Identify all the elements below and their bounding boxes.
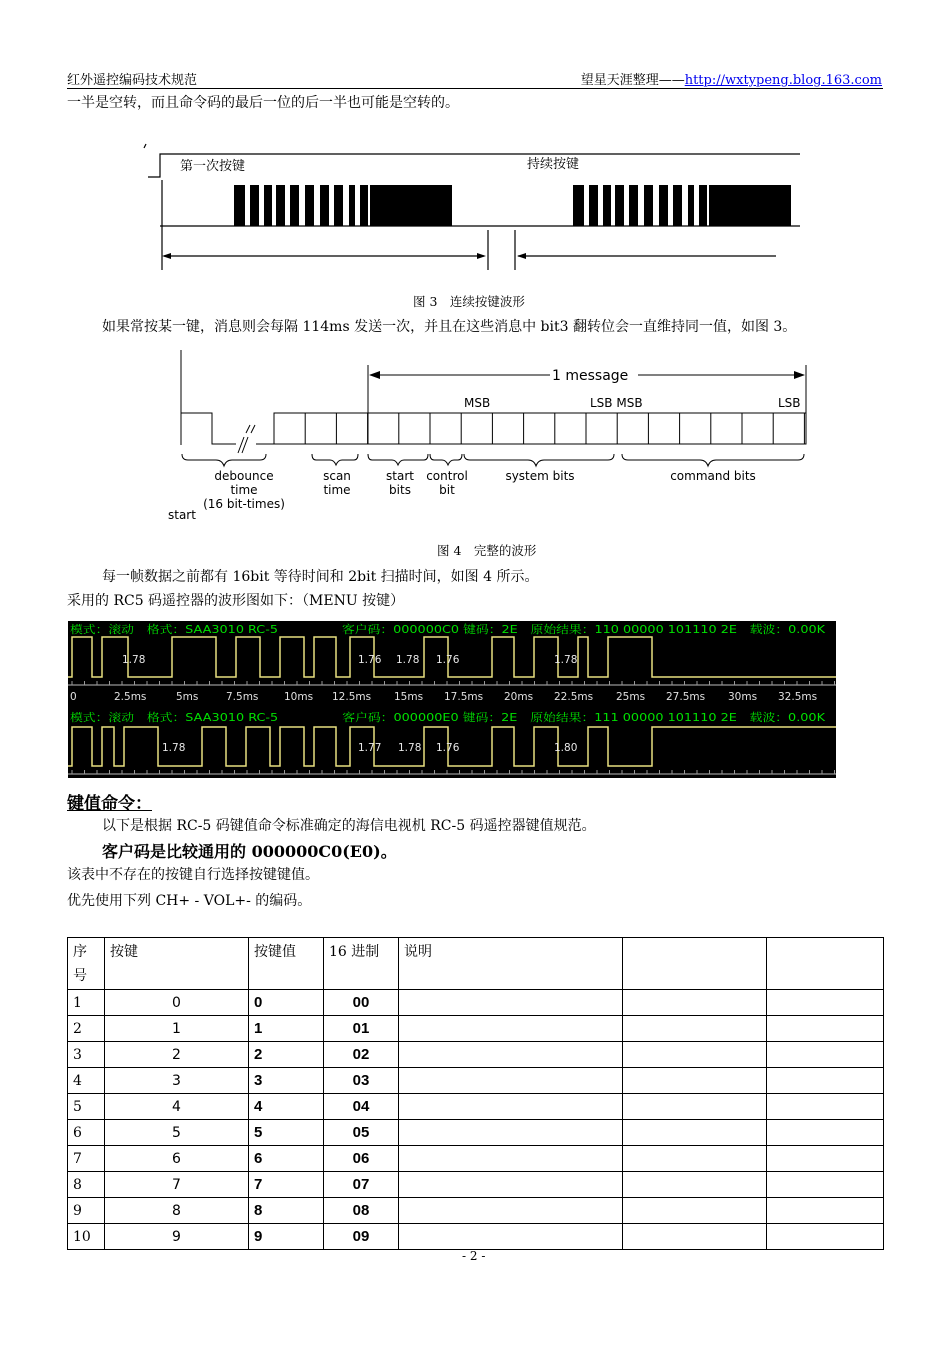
label-lsb-msb: LSB MSB [590,396,643,410]
running-header-credit [581,69,882,88]
scope-time-tick-label: 27.5ms [666,691,706,703]
row-index: 9 [68,1198,105,1224]
col-header-extra-1 [623,938,767,990]
figure-4-caption: 图 4 完整的波形 [437,543,537,558]
label-system-bits: system bits [505,469,575,483]
label-lsb: LSB [778,396,801,410]
table-row [68,1224,884,1250]
fig3-pulse [370,185,452,226]
row-hex: 03 [324,1068,399,1094]
scope-pulse-width-label: 1.76 [436,742,460,754]
fig3-pulse [360,185,368,226]
row-key-value: 7 [249,1172,324,1198]
table-row [68,1016,884,1042]
scope-row1-header: 模式：滚动 格式：SAA3010 RC-5 客户码：000000C0 键码：2E 原始结果：110 00000 101110 2E 载波：0.00K [70,623,720,636]
row-empty-cell [399,1172,623,1198]
table-row [68,990,884,1016]
row-index: 4 [68,1068,105,1094]
fig3-pulse [603,185,611,226]
row-key-value: 2 [249,1042,324,1068]
fig3-pulse [276,185,285,226]
row-empty-cell [399,1094,623,1120]
label-debounce-bits: (16 bit-times) [203,497,285,511]
scope-time-tick-label: 7.5ms [226,691,259,703]
key-value-table [67,937,884,1250]
scope-pulse-width-label: 1.77 [358,742,382,754]
row-index: 7 [68,1146,105,1172]
table-row [68,1042,884,1068]
label-command-bits: command bits [670,469,756,483]
row-empty-cell [399,1042,623,1068]
fig3-pulse [305,185,314,226]
paragraph-7: 该表中不存在的按键自行选择按键键值。 [67,867,319,883]
scope-time-tick-label: 25ms [616,691,646,703]
fig3-pulse [589,185,598,226]
section-title-key-commands: 键值命令： [67,794,152,814]
fig3-pulse [659,185,668,226]
paragraph-1: 一半是空转，而且命令码的最后一位的后一半也可能是空转的。 [67,95,459,111]
col-header-extra-2 [767,938,884,990]
row-key: 4 [105,1094,249,1120]
row-index: 10 [68,1224,105,1250]
row-empty-cell [623,1146,767,1172]
paragraph-8: 优先使用下列 CH+ - VOL+- 的编码。 [67,893,312,909]
fig3-pulse [234,185,245,226]
row-empty-cell [767,1042,884,1068]
paragraph-3: 每一帧数据之前都有 16bit 等待时间和 2bit 扫描时间，如图 4 所示。 [102,569,539,585]
row-index: 8 [68,1172,105,1198]
scope-pulse-width-label: 1.78 [122,654,146,666]
scope-row2-header: 模式：滚动 格式：SAA3010 RC-5 客户码：000000E0 键码：2E 原始结果：111 00000 101110 2E 载波：0.00K [70,711,719,724]
row-empty-cell [399,1146,623,1172]
scope-time-tick-label: 20ms [504,691,534,703]
label-start-bits-2: bits [389,483,411,497]
label-start: start [168,508,196,522]
row-key: 8 [105,1198,249,1224]
fig3-pulse [699,185,707,226]
scope-pulse-width-label: 1.78 [162,742,186,754]
credit-text: 望星天涯整理—— [580,73,685,88]
paragraph-5: 以下是根据 RC-5 码键值命令标准确定的海信电视机 RC-5 码遥控器键值规范。 [102,818,596,834]
row-key-value: 4 [249,1094,324,1120]
col-header-key: 按键 [105,938,249,990]
figure-3-caption: 图 3 连续按键波形 [413,294,525,309]
label-scan-time: time [323,483,351,497]
row-empty-cell [623,1042,767,1068]
label-scan: scan [323,469,351,483]
row-index: 5 [68,1094,105,1120]
row-empty-cell [767,1198,884,1224]
rc5-oscilloscope-capture [68,621,836,778]
table-header-row [68,938,884,990]
row-key-value: 9 [249,1224,324,1250]
fig3-pulse [644,185,653,226]
row-empty-cell [767,1120,884,1146]
figure-3-continuous-waveform [140,140,810,280]
row-key-value: 8 [249,1198,324,1224]
table-row [68,1172,884,1198]
row-empty-cell [767,1016,884,1042]
row-empty-cell [623,1198,767,1224]
fig3-pulse [264,185,272,226]
row-empty-cell [623,1172,767,1198]
label-hold-press: 持续按键 [527,157,580,172]
row-empty-cell [399,1016,623,1042]
row-key-value: 3 [249,1068,324,1094]
scope-time-tick-label: 22.5ms [554,691,594,703]
row-empty-cell [399,1068,623,1094]
scope-time-tick-label: 12.5ms [332,691,372,703]
scope-pulse-width-label: 1.76 [436,654,460,666]
table-row [68,1198,884,1224]
col-header-hex: 16 进制 [324,938,399,990]
running-header-title: 红外遥控编码技术规范 [67,73,198,88]
row-empty-cell [623,1120,767,1146]
row-hex: 00 [324,990,399,1016]
row-empty-cell [767,990,884,1016]
row-empty-cell [399,1120,623,1146]
row-empty-cell [399,990,623,1016]
row-key: 6 [105,1146,249,1172]
scope-pulse-width-label: 1.78 [554,654,578,666]
col-header-key-value: 按键值 [249,938,324,990]
fig3-pulse [250,185,259,226]
figure-4-complete-waveform [160,345,820,530]
row-key: 9 [105,1224,249,1250]
row-index: 6 [68,1120,105,1146]
row-empty-cell [767,1224,884,1250]
table-row [68,1094,884,1120]
label-control-bit: bit [439,483,455,497]
row-empty-cell [399,1198,623,1224]
fig3-pulse [320,185,329,226]
fig3-pulse [709,185,791,226]
blog-link[interactable]: http://wxtypeng.blog.163.com [684,73,882,88]
label-control: control [426,469,468,483]
row-empty-cell [623,1094,767,1120]
label-first-press: 第一次按键 [180,159,246,174]
scope-time-tick-label: 30ms [728,691,758,703]
scope-time-tick-label: 10ms [284,691,314,703]
row-key: 0 [105,990,249,1016]
label-msb: MSB [464,396,491,410]
fig3-pulse [629,185,638,226]
label-debounce: debounce [214,469,274,483]
row-hex: 02 [324,1042,399,1068]
row-empty-cell [767,1068,884,1094]
col-header-description: 说明 [399,938,623,990]
scope-pulse-width-label: 1.80 [554,742,578,754]
row-empty-cell [623,1016,767,1042]
page-number: - 2 - [462,1249,486,1263]
row-index: 2 [68,1016,105,1042]
fig3-pulse [673,185,682,226]
row-empty-cell [767,1094,884,1120]
fig3-pulse [615,185,624,226]
row-hex: 07 [324,1172,399,1198]
row-hex: 04 [324,1094,399,1120]
scope-time-tick-label: 15ms [394,691,424,703]
row-hex: 08 [324,1198,399,1224]
header-rule [67,88,883,89]
fig3-pulse [290,185,299,226]
row-empty-cell [767,1146,884,1172]
scope-pulse-width-label: 1.78 [398,742,422,754]
table-row [68,1146,884,1172]
table-row [68,1068,884,1094]
row-key-value: 1 [249,1016,324,1042]
row-empty-cell [623,990,767,1016]
fig3-pulse-bars [234,185,791,226]
fig3-pulse [573,185,584,226]
row-key: 1 [105,1016,249,1042]
scope-time-tick-label: 32.5ms [778,691,818,703]
row-empty-cell [623,1068,767,1094]
scope-time-tick-label: 5ms [176,691,199,703]
row-key: 5 [105,1120,249,1146]
fig3-pulse [349,185,355,226]
table-row [68,1120,884,1146]
label-start-bits: start [386,469,414,483]
paragraph-2: 如果常按某一键，消息则会每隔 114ms 发送一次，并且在这些消息中 bit3 翻转位会一直维持同一值，如图 3。 [102,319,797,335]
row-empty-cell [767,1172,884,1198]
scope-time-tick-label: 2.5ms [114,691,147,703]
row-key: 2 [105,1042,249,1068]
row-index: 1 [68,990,105,1016]
paragraph-6-customer-code: 客户码是比较通用的 000000C0(E0)。 [102,842,397,861]
scope-time-tick-label: 0 [70,691,77,703]
fig3-pulse [334,185,343,226]
row-hex: 05 [324,1120,399,1146]
row-hex: 01 [324,1016,399,1042]
label-message: 1 message [552,368,629,384]
row-key: 7 [105,1172,249,1198]
row-key-value: 5 [249,1120,324,1146]
col-header-index: 序号 [68,938,105,990]
label-debounce-time: time [230,483,258,497]
scope-pulse-width-label: 1.76 [358,654,382,666]
row-key-value: 0 [249,990,324,1016]
row-empty-cell [623,1224,767,1250]
row-empty-cell [399,1224,623,1250]
row-key-value: 6 [249,1146,324,1172]
scope-pulse-width-label: 1.78 [396,654,420,666]
row-key: 3 [105,1068,249,1094]
row-hex: 06 [324,1146,399,1172]
row-index: 3 [68,1042,105,1068]
fig3-pulse [688,185,694,226]
row-hex: 09 [324,1224,399,1250]
scope-time-tick-label: 17.5ms [444,691,484,703]
paragraph-4: 采用的 RC5 码遥控器的波形图如下：（MENU 按键） [67,593,405,609]
